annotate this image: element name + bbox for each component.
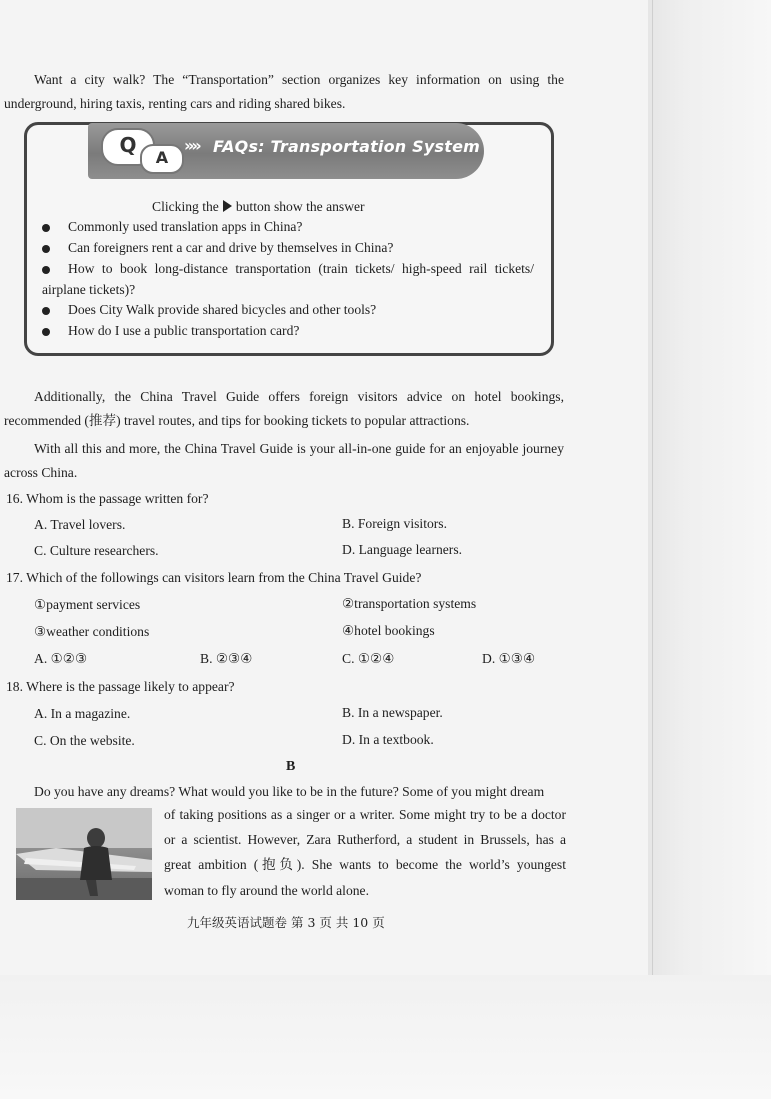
q-bubble-icon: Q	[101, 128, 155, 166]
option[interactable]: C. On the website.	[34, 733, 135, 748]
question-stem: Whom is the passage written for?	[26, 491, 209, 506]
faq-item[interactable]: Can foreigners rent a car and drive by themselves in China?	[68, 240, 394, 255]
answer-item: ①payment services	[34, 597, 141, 612]
section-b-line-2: of taking positions as a singer or a writer. Some might try to be a doctor	[164, 807, 566, 822]
a-bubble-icon: A	[140, 144, 184, 174]
play-icon	[223, 200, 232, 212]
para3-line-2: journey across China.	[4, 441, 564, 480]
paragraph-hotel-bookings	[4, 385, 564, 433]
photo-pilot-with-plane	[16, 808, 152, 900]
faq-hint-before: Clicking the	[152, 199, 219, 214]
intro-line-2: underground, hiring taxis, renting cars and riding shared bikes.	[4, 96, 346, 111]
option[interactable]: B. Foreign visitors.	[342, 516, 447, 531]
bullet-icon	[42, 328, 50, 336]
question-number: 16.	[6, 491, 23, 506]
para2-line-1: Additionally, the China Travel Guide offers foreign visitors advice on hotel bookings,	[34, 389, 564, 404]
bullet-icon	[42, 224, 50, 232]
option[interactable]: B. In a newspaper.	[342, 705, 443, 720]
answer-item: ④hotel bookings	[342, 623, 435, 638]
faq-title: FAQs: Transportation System	[213, 137, 481, 156]
option[interactable]: A. Travel lovers.	[34, 517, 126, 532]
question-number: 17.	[6, 570, 23, 585]
faq-item-continued: airplane tickets)?	[42, 282, 136, 297]
faq-hint-after: button show the answer	[235, 199, 365, 214]
question-17	[6, 570, 421, 587]
answer-item: ②transportation systems	[342, 596, 477, 611]
option[interactable]: B. ②③④	[200, 651, 253, 666]
sheet-edge-shadow	[648, 0, 771, 1099]
bullet-icon	[42, 245, 50, 253]
question-stem: Which of the followings can visitors learn from the China Travel Guide?	[26, 570, 422, 585]
faq-hint	[152, 199, 365, 216]
para2-line-2: recommended (推荐) travel routes, and tips for booking tickets to popular attractions.	[4, 413, 470, 428]
bullet-icon	[42, 266, 50, 274]
intro-line-1: Want a city walk? The “Transportation” section organizes key information on using the	[34, 72, 564, 87]
option[interactable]: D. ①③④	[482, 651, 536, 666]
intro-paragraph	[4, 68, 564, 116]
faq-item[interactable]: Does City Walk provide shared bicycles and other tools?	[68, 302, 377, 317]
option[interactable]: D. Language learners.	[342, 542, 463, 557]
bullet-icon	[42, 307, 50, 315]
sheet-edge-line	[652, 0, 653, 975]
section-b-line-5: woman to fly around the world alone.	[164, 883, 369, 898]
faq-item[interactable]: How to book long-distance transportation (train tickets/ high-speed rail tickets/	[68, 261, 534, 276]
plane-photo-icon	[16, 808, 152, 900]
section-b-line-4: great ambition (抱负). She wants to become the world’s youngest	[164, 857, 566, 872]
option[interactable]: A. In a magazine.	[34, 706, 131, 721]
answer-item: ③weather conditions	[34, 624, 150, 639]
page-footer: 九年级英语试题卷 第 3 页 共 10 页	[187, 915, 385, 930]
question-16	[6, 491, 208, 508]
question-stem: Where is the passage likely to appear?	[26, 679, 235, 694]
section-b-line-3: or a scientist. However, Zara Rutherford, a student in Brussels, has a	[164, 832, 566, 847]
para3-line-1: With all this and more, the China Travel Guide is your all-in-one guide for an enjoyable	[34, 441, 519, 456]
option[interactable]: C. ①②④	[342, 651, 395, 666]
section-b-line-1: Do you have any dreams? What would you like to be in the future? Some of you might dream	[34, 784, 545, 799]
option[interactable]: C. Culture researchers.	[34, 543, 159, 558]
question-18	[6, 679, 235, 696]
paragraph-all-in-one	[4, 437, 564, 485]
faq-item[interactable]: Commonly used translation apps in China?	[68, 219, 303, 234]
chevrons-icon: »»	[184, 136, 199, 155]
question-number: 18.	[6, 679, 23, 694]
sheet-bottom-margin	[0, 975, 771, 1099]
option[interactable]: A. ①②③	[34, 651, 88, 666]
option[interactable]: D. In a textbook.	[342, 732, 434, 747]
faq-item[interactable]: How do I use a public transportation card?	[68, 323, 300, 338]
section-heading: B	[286, 759, 296, 774]
